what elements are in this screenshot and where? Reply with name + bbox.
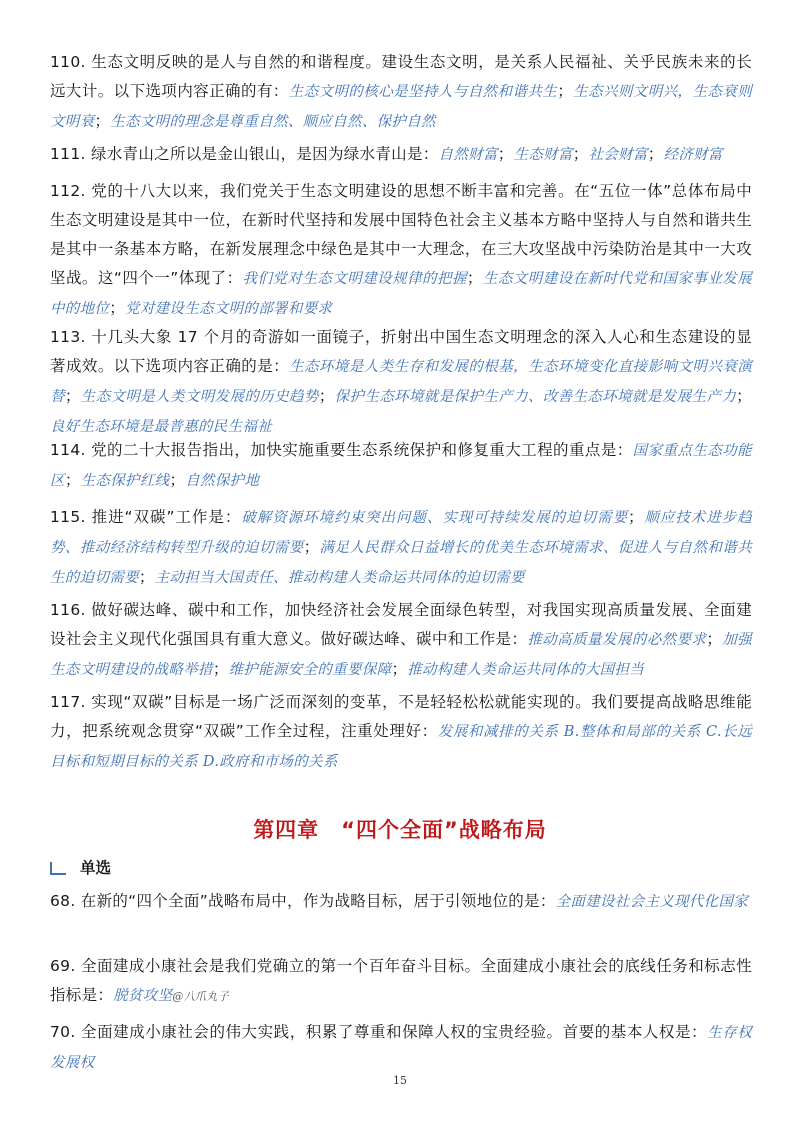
answer-separator: ；: [109, 299, 126, 317]
answer-text: 经济财富: [663, 147, 723, 163]
answer-text: 生态财富: [513, 147, 573, 163]
question-item: [50, 436, 752, 496]
answer-text: 推动高质量发展的必然要求: [527, 632, 707, 648]
answer-text: 党对建设生态文明的部署和要求: [125, 301, 333, 317]
answer-separator: ；: [64, 387, 81, 405]
question-item: [50, 887, 752, 917]
question-item: [50, 323, 752, 442]
answer-text: 良好生态环境是最普惠的民生福祉: [50, 419, 272, 435]
answer-text: 自然保护地: [185, 473, 260, 489]
answer-separator: ；: [169, 471, 186, 489]
answer-text: 脱贫攻坚: [113, 988, 173, 1004]
answer-text: 社会财富: [588, 147, 648, 163]
answer-separator: ；: [138, 568, 155, 586]
question-item: [50, 1018, 752, 1078]
answer-separator: ；: [627, 508, 644, 526]
question-item: [50, 140, 752, 170]
answer-text: 生态兴则文明兴，生态衰则文明衰: [50, 84, 752, 130]
answer-separator: ；: [64, 471, 81, 489]
answer-text: 破解资源环境约束突出问题、实现可持续发展的迫切需要: [241, 510, 628, 526]
question-text: 111. 绿水青山之所以是金山银山，是因为绿水青山是：: [50, 145, 439, 163]
watermark: @八爪丸子: [172, 990, 229, 1003]
question-text: 69. 全面建成小康社会是我们党确立的第一个百年奋斗目标。全面建成小康社会的底线任务和标志性指标是：: [50, 957, 752, 1004]
section-title: 单选: [80, 859, 112, 877]
answer-text: 顺应技术进步趋势、推动经济结构转型升级的迫切需要: [50, 510, 753, 556]
question-text: 68. 在新的“四个全面”战略布局中，作为战略目标，居于引领地位的是：: [50, 892, 556, 910]
answer-text: 发展和减排的关系 B.整体和局部的关系 C.长远目标和短期目标的关系 D.政府和市场的关系: [50, 724, 753, 770]
answer-text: 加强生态文明建设的战略举措: [50, 632, 752, 678]
question-item: [50, 503, 752, 593]
answer-text: 满足人民群众日益增长的优美生态环境需求、促进人与自然和谐共生的迫切需要: [50, 540, 752, 586]
question-item: [50, 952, 752, 1011]
answer-separator: ；: [94, 112, 111, 130]
question-item: [50, 596, 752, 685]
question-text: 114. 党的二十大报告指出，加快实施重要生态系统保护和修复重大工程的重点是：: [50, 441, 633, 459]
question-text: 70. 全面建成小康社会的伟大实践，积累了尊重和保障人权的宝贵经验。首要的基本人权是：: [50, 1023, 708, 1041]
answer-separator: ；: [497, 145, 514, 163]
question-text: 113. 十几头大象 17 个月的奇游如一面镜子，折射出中国生态文明理念的深入人心和生态建设的显著成效。以下选项内容正确的是：: [50, 328, 752, 375]
answer-separator: ；: [706, 630, 723, 648]
answer-text: 主动担当大国责任、推动构建人类命运共同体的迫切需要: [154, 570, 525, 586]
question-text: 110. 生态文明反映的是人与自然的和谐程度。建设生态文明，是关系人民福祉、关乎民族未来的长远大计。以下选项内容正确的有：: [50, 53, 752, 100]
answer-separator: ；: [647, 145, 664, 163]
answer-separator: ；: [303, 538, 320, 556]
question-text: 116. 做好碳达峰、碳中和工作，加快经济社会发展全面绿色转型，对我国实现高质量发展、全面建设社会主义现代化强国具有重大意义。做好碳达峰、碳中和工作是：: [50, 601, 752, 648]
page-number: 15: [393, 1074, 407, 1087]
answer-text: 生态文明的理念是尊重自然、顺应自然、保护自然: [110, 114, 436, 130]
question-text: 112. 党的十八大以来，我们党关于生态文明建设的思想不断丰富和完善。在“五位一体”总体布局中生态文明建设是其中一位，在新时代坚持和发展中国特色社会主义基本方略中坚持人与自然和谐共生是其中一条基本方略，在新发展理念中绿色是其中一大理念，在三大攻坚战中污染防治是其中一大攻坚战。这“四个一”体现了：: [50, 182, 752, 287]
section-heading: [50, 856, 111, 878]
answer-text: 保护生态环境就是保护生产力、改善生态环境就是发展生产力: [334, 389, 737, 405]
question-item: [50, 177, 752, 324]
answer-text: 推动构建人类命运共同体的大国担当: [407, 662, 645, 678]
answer-text: 生态文明的核心是坚持人与自然和谐共生: [288, 84, 558, 100]
question-item: [50, 688, 752, 777]
answer-text: 生态保护红线: [80, 473, 170, 489]
question-item: [50, 48, 752, 137]
answer-text: 生态文明是人类文明发展的历史趋势: [80, 389, 319, 405]
answer-separator: ；: [572, 145, 589, 163]
answer-text: 维护能源安全的重要保障: [228, 662, 392, 678]
answer-text: 我们党对生态文明建设规律的把握: [242, 271, 467, 287]
answer-text: 全面建设社会主义现代化国家: [555, 894, 749, 910]
answer-separator: ；: [391, 660, 408, 678]
answer-separator: ；: [736, 387, 752, 405]
answer-text: 自然财富: [438, 147, 498, 163]
question-text: 117. 实现“双碳”目标是一场广泛而深刻的变革，不是轻轻松松就能实现的。我们要提高战略思维能力，把系统观念贯穿“双碳”工作全过程，注重处理好：: [50, 693, 752, 740]
answer-separator: ；: [212, 660, 229, 678]
answer-separator: ；: [557, 82, 574, 100]
answer-separator: ；: [466, 269, 483, 287]
list-bracket-icon: [50, 862, 66, 875]
answer-text: 生存权发展权: [50, 1025, 752, 1071]
answer-text: 生态环境是人类生存和发展的根基，生态环境变化直接影响文明兴衰演替: [50, 359, 752, 405]
chapter-title: 第四章 “四个全面”战略布局: [253, 818, 547, 842]
answer-text: 生态文明建设在新时代党和国家事业发展中的地位: [50, 271, 752, 317]
question-text: 115. 推进“双碳”工作是：: [50, 508, 242, 526]
answer-text: 国家重点生态功能区: [50, 443, 752, 489]
answer-separator: ；: [318, 387, 335, 405]
